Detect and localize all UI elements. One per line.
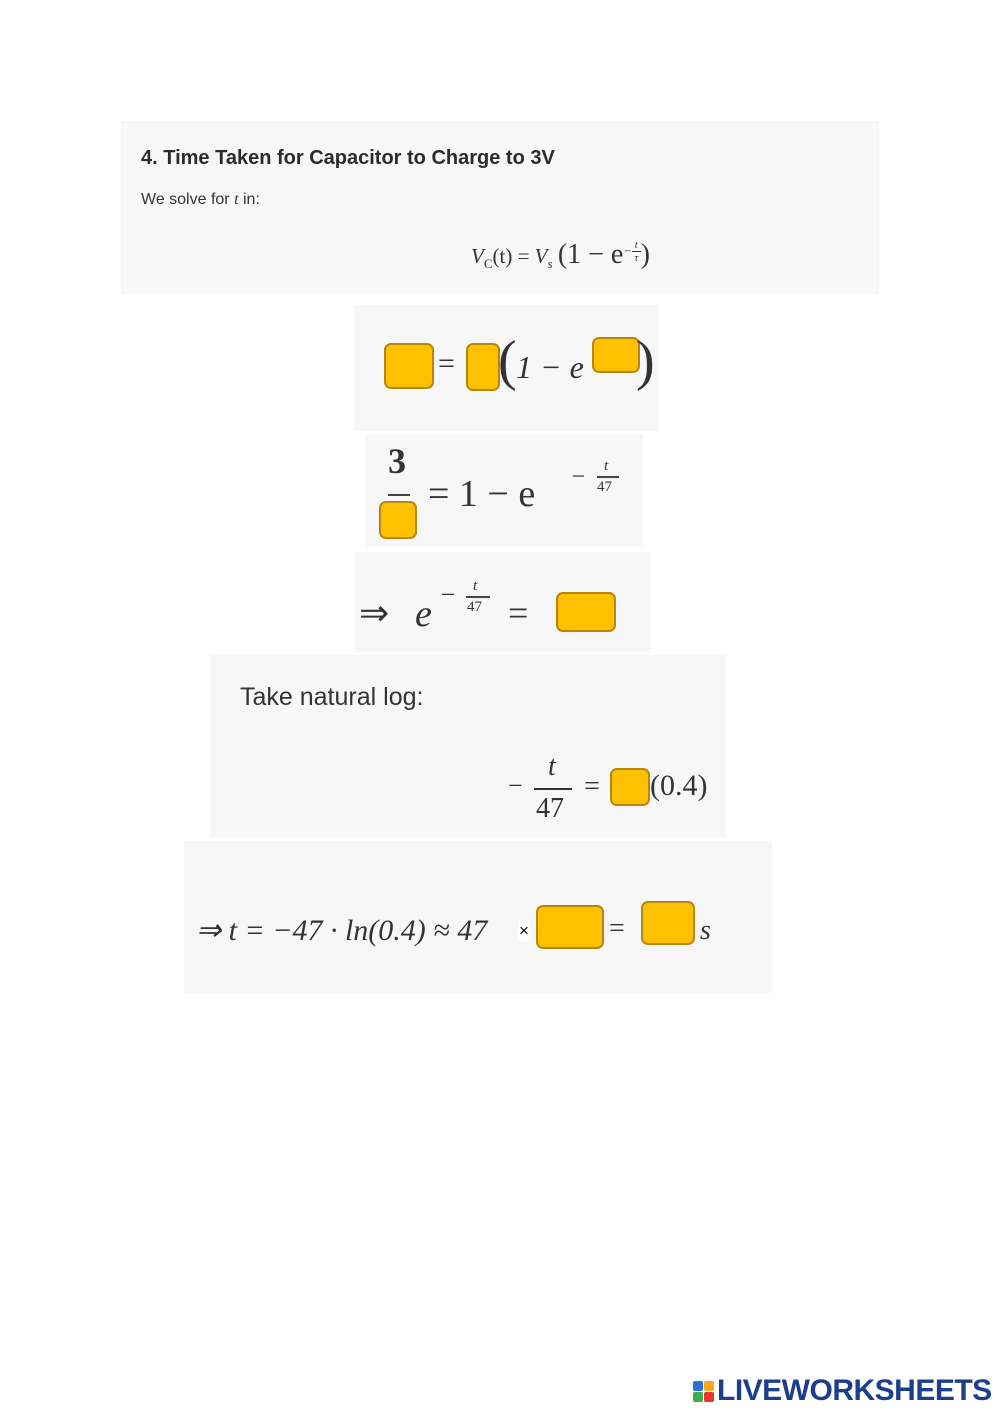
step4-label: Take natural log:: [240, 683, 424, 711]
step4-panel: [210, 655, 726, 838]
step1-equals: =: [438, 347, 455, 380]
step4-equals: =: [584, 771, 600, 802]
section-intro: [141, 191, 260, 209]
section-panel: [121, 121, 879, 294]
answer-box-ln-value[interactable]: [536, 905, 604, 949]
step4-minus: −: [508, 771, 523, 800]
step4-argument: (0.4): [650, 769, 708, 802]
step1-panel: [354, 305, 659, 431]
step3-exp-bar: [466, 596, 490, 598]
formula-lhs-arg: (t) =: [492, 244, 530, 268]
formula-close: ): [640, 239, 650, 270]
step5-times: ×: [519, 921, 529, 940]
step1-paren-close: ): [636, 330, 655, 392]
logo-square-red: [704, 1392, 714, 1402]
step2-fraction-bar: [388, 494, 410, 496]
step2-exp-den: 47: [597, 479, 612, 495]
intro-variable: t: [234, 191, 239, 208]
step3-equals: =: [508, 593, 529, 633]
intro-prefix: We solve for: [141, 191, 230, 208]
answer-box-exp-value[interactable]: [556, 592, 616, 632]
step3-exp-sign: −: [439, 580, 457, 609]
formula-rhs-v: V: [534, 244, 548, 268]
formula-rhs-sub: s: [547, 256, 553, 272]
step5-equals: =: [609, 913, 625, 944]
answer-box-divisor[interactable]: [379, 501, 417, 539]
step2-exp-bar: [597, 476, 619, 478]
step1-paren-open: (: [498, 330, 517, 392]
answer-box-ln[interactable]: [610, 768, 650, 806]
step2-numerator: 3: [388, 441, 406, 481]
answer-box-vs[interactable]: [466, 343, 500, 391]
step3-panel: [355, 552, 651, 652]
logo-grid-icon: [693, 1381, 714, 1402]
step4-fraction-bar: [534, 788, 572, 790]
step5-panel: [184, 841, 772, 993]
capacitor-formula: [471, 239, 650, 272]
answer-box-exponent[interactable]: [592, 337, 640, 373]
formula-lhs-sub: C: [483, 256, 493, 272]
formula-exp-num: t: [632, 241, 641, 252]
answer-box-time[interactable]: [641, 901, 695, 945]
formula-exp-den: τ: [634, 252, 639, 264]
step4-numerator: t: [548, 751, 556, 782]
logo-square-orange: [704, 1381, 714, 1391]
step5-unit: s: [700, 915, 711, 946]
formula-open: (1 − e: [557, 239, 624, 270]
answer-box-vc[interactable]: [384, 343, 434, 389]
liveworksheets-logo: [693, 1374, 992, 1408]
logo-square-blue: [693, 1381, 703, 1391]
intro-suffix: in:: [242, 191, 260, 208]
step2-exp-num: t: [604, 458, 609, 474]
step2-rhs: = 1 − e: [428, 473, 536, 515]
step3-exp-den: 47: [467, 599, 482, 615]
step3-exp-num: t: [473, 578, 478, 594]
step5-expression: ⇒ t = −47 · ln(0.4) ≈ 47: [196, 914, 488, 947]
step3-e: e: [415, 593, 432, 635]
logo-text: LIVEWORKSHEETS: [717, 1374, 992, 1407]
formula-exp-sign: −: [623, 244, 632, 258]
formula-lhs: V: [471, 244, 484, 268]
step4-denominator: 47: [536, 793, 564, 824]
step1-one-minus-e: 1 − e: [516, 349, 584, 385]
section-heading: 4. Time Taken for Capacitor to Charge to 3V: [141, 147, 555, 169]
logo-square-green: [693, 1392, 703, 1402]
step2-panel: [366, 434, 643, 547]
step3-implies: ⇒: [359, 593, 390, 633]
step2-exp-sign: −: [570, 464, 587, 490]
